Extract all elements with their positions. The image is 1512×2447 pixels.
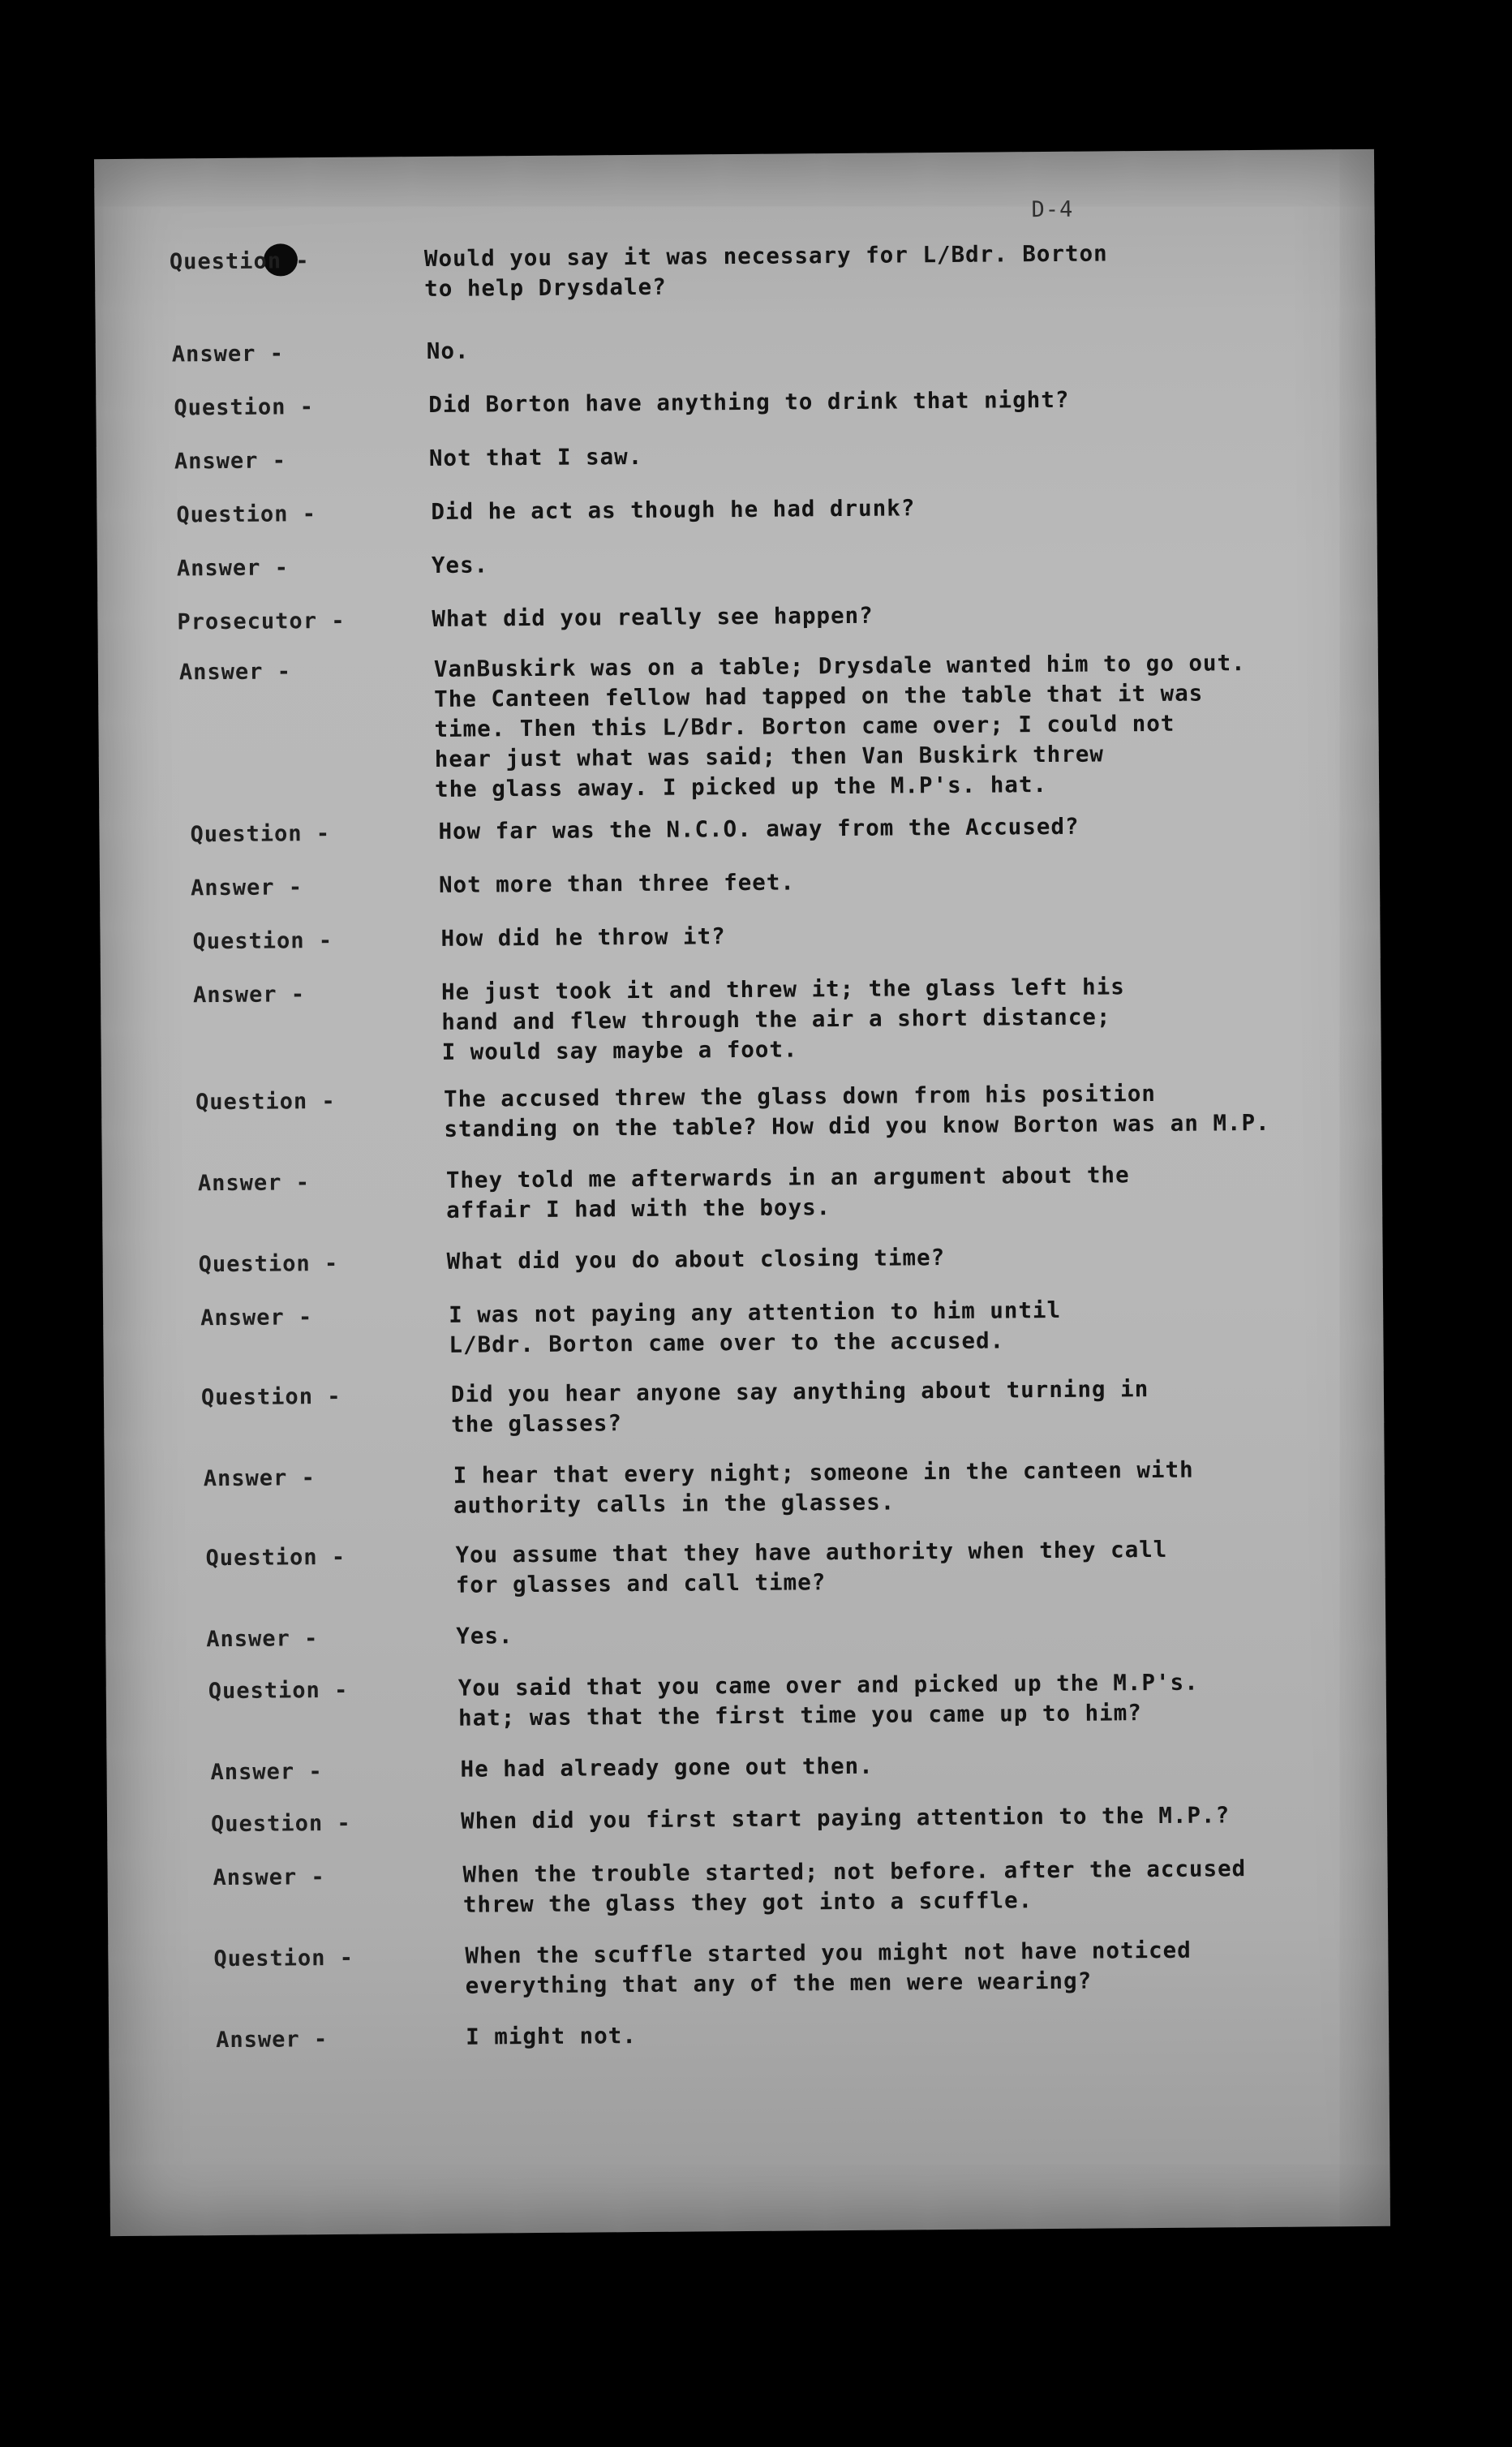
statement-line: When the scuffle started you might not have noticed — [465, 1937, 1192, 1969]
statement-line: Yes. — [456, 1623, 513, 1649]
statement-line: Not that I saw. — [428, 443, 643, 472]
speaker-label: Answer - — [206, 1626, 319, 1653]
statement-line: When the trouble started; not before. after the accused — [462, 1856, 1247, 1888]
statement-line: the glass away. I picked up the M.P's. hat. — [434, 772, 1048, 802]
statement-text — [424, 239, 1108, 304]
statement-line: to help Drysdale? — [424, 273, 667, 303]
statement-line: affair I had with the boys. — [446, 1194, 831, 1224]
speaker-label: Question - — [190, 820, 331, 848]
statement-line: authority calls in the glasses. — [453, 1489, 896, 1519]
statement-line: He just took it and threw it; the glass left his — [440, 974, 1125, 1005]
speaker-label: Prosecutor - — [177, 608, 346, 635]
statement-line: I hear that every night; someone in the canteen with — [453, 1456, 1194, 1489]
speaker-label: Answer - — [178, 659, 292, 686]
statement-line: How far was the N.C.O. away from the Accused? — [438, 813, 1080, 845]
statement-text — [427, 337, 470, 367]
statement-line: I might not. — [466, 2023, 637, 2050]
statement-line: for glasses and call time? — [455, 1569, 827, 1598]
statement-line: Not more than three feet. — [438, 869, 796, 898]
statement-text — [441, 972, 1126, 1068]
statement-text — [466, 2021, 637, 2053]
statement-line: What did you do about closing time? — [446, 1245, 946, 1275]
statement-text — [428, 385, 1069, 420]
statement-line: What did you really see happen? — [432, 602, 874, 632]
speaker-label: Answer - — [174, 448, 287, 475]
statement-text — [462, 1854, 1246, 1920]
speaker-label: Answer - — [171, 341, 285, 368]
statement-line: When did you first start paying attention to the M.P.? — [460, 1802, 1231, 1834]
statement-text — [447, 1243, 946, 1277]
speaker-label: Answer - — [197, 1170, 311, 1197]
statement-text — [465, 1936, 1192, 2002]
statement-text — [456, 1621, 513, 1652]
statement-text — [461, 1800, 1230, 1836]
speaker-label: Question - — [169, 248, 310, 275]
statement-line: hear just what was said; then Van Buskirk threw — [434, 741, 1105, 772]
statement-line: VanBuskirk was on a table; Drysdale wanted him to go out. — [433, 650, 1246, 682]
statement-line: I would say maybe a foot. — [441, 1036, 798, 1065]
statement-line: You said that you came over and picked up the M.P's. — [457, 1669, 1199, 1701]
statement-line: The Canteen fellow had tapped on the table that it was — [434, 680, 1204, 712]
statement-line: standing on the table? How did you know Borton was an M.P. — [444, 1109, 1270, 1142]
speaker-label: Question - — [192, 927, 333, 955]
speaker-label: Question - — [198, 1250, 339, 1278]
statement-text — [439, 867, 795, 900]
speaker-label: Answer - — [210, 1759, 323, 1786]
statement-line: time. Then this L/Bdr. Borton came over; I could not — [434, 710, 1175, 742]
statement-text — [434, 648, 1247, 805]
statement-line: Would you say it was necessary for L/Bdr. Borton — [423, 240, 1108, 273]
speaker-label: Question - — [174, 394, 315, 421]
statement-text — [453, 1456, 1194, 1521]
speaker-label: Answer - — [192, 982, 306, 1008]
document-page — [94, 149, 1390, 2236]
statement-line: Did he act as though he had drunk? — [431, 495, 916, 525]
statement-line: You assume that they have authority when they call — [455, 1536, 1168, 1568]
speaker-label: Answer - — [176, 555, 290, 582]
speaker-label: Question - — [176, 501, 317, 528]
statement-text — [432, 550, 489, 581]
statement-line: L/Bdr. Borton came over to the accused. — [449, 1327, 1005, 1358]
statement-text — [431, 493, 915, 527]
statement-text — [449, 1296, 1061, 1361]
statement-text — [460, 1752, 873, 1785]
statement-line: hat; was that the first time you came up to him? — [457, 1700, 1142, 1731]
statement-line: They told me afterwards in an argument about the — [445, 1162, 1130, 1193]
statement-text — [455, 1535, 1167, 1601]
statement-text — [438, 812, 1079, 847]
speaker-label: Answer - — [190, 875, 303, 901]
statement-text — [451, 1374, 1149, 1440]
statement-line: No. — [426, 338, 470, 365]
speaker-label: Question - — [205, 1544, 346, 1572]
speaker-label: Answer - — [213, 1864, 325, 1891]
statement-line: everything that any of the men were wearing? — [465, 1967, 1093, 1999]
speaker-label: Question - — [195, 1088, 336, 1116]
statement-line: Did you hear anyone say anything about turning in — [450, 1376, 1149, 1408]
statement-line: threw the glass they got into a scuffle. — [462, 1887, 1033, 1918]
speaker-label: Answer - — [203, 1465, 316, 1492]
speaker-label: Question - — [200, 1383, 341, 1411]
statement-text — [444, 1078, 1270, 1145]
statement-text — [446, 1160, 1130, 1226]
statement-line: the glasses? — [451, 1410, 623, 1438]
speaker-label: Answer - — [216, 2027, 329, 2054]
statement-line: I was not paying any attention to him until — [449, 1297, 1062, 1328]
speaker-label: Answer - — [200, 1305, 313, 1331]
statement-text — [432, 601, 874, 634]
statement-text — [440, 922, 725, 954]
statement-text — [458, 1668, 1199, 1734]
statement-line: How did he throw it? — [440, 923, 726, 952]
statement-line: hand and flew through the air a short distance; — [441, 1004, 1111, 1035]
statement-line: The accused threw the glass down from his position — [443, 1080, 1157, 1112]
speaker-label: Question - — [208, 1677, 349, 1705]
page-number: D-4 — [1031, 196, 1074, 223]
statement-line: He had already gone out then. — [460, 1752, 874, 1783]
speaker-label: Question - — [210, 1810, 351, 1838]
statement-line: Yes. — [431, 552, 489, 578]
statement-line: Did Borton have anything to drink that night? — [428, 386, 1070, 419]
statement-text — [429, 442, 643, 474]
speaker-label: Question - — [213, 1945, 354, 1972]
